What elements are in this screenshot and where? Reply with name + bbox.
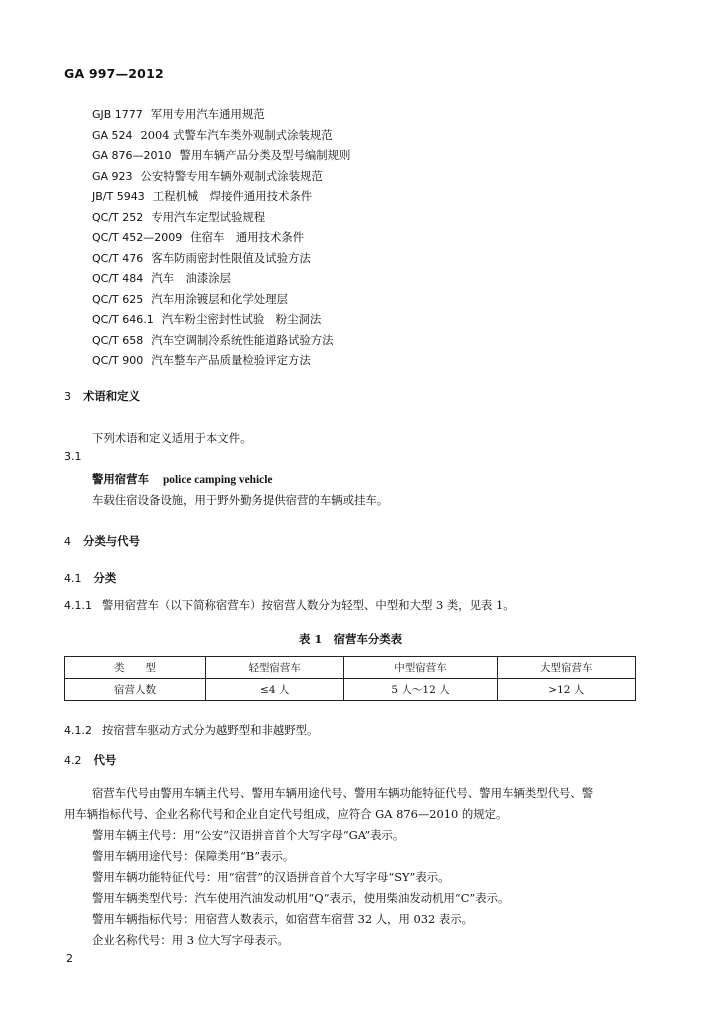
reference-item	[92, 350, 350, 371]
section-title: 代号	[93, 753, 117, 767]
clause-4-1-2	[64, 722, 318, 738]
term-chinese: 警用宿营车	[92, 472, 149, 486]
reference-code: GJB 1777	[92, 108, 143, 121]
section-number: 4.1	[64, 572, 82, 585]
table-cell: 5 人～12 人	[344, 679, 497, 701]
reference-item	[92, 166, 350, 187]
reference-item	[92, 289, 350, 310]
reference-title: 汽车粉尘密封性试验 粉尘洞法	[161, 312, 322, 326]
reference-title: 警用车辆产品分类及型号编制规则	[179, 148, 351, 162]
code-definition: 企业名称代号：用 3 位大写字母表示。	[92, 933, 289, 947]
clause-text: 按宿营车驱动方式分为越野型和非越野型。	[102, 723, 319, 737]
reference-title: 公安特警专用车辆外观制式涂装规范	[140, 168, 323, 183]
section-4-heading	[64, 533, 140, 549]
reference-item	[92, 227, 350, 248]
reference-title: 汽车空调制冷系统性能道路试验方法	[151, 332, 334, 347]
table-cell: ≤4 人	[206, 679, 344, 701]
reference-item	[92, 268, 350, 289]
reference-code: QC/T 484	[92, 272, 144, 285]
reference-item	[92, 309, 350, 330]
reference-code: GA 524	[92, 128, 133, 142]
table-header-cell: 类 型	[65, 657, 206, 679]
code-definition: 警用车辆主代号：用“公安”汉语拼音首个大写字母“GA”表示。	[92, 828, 405, 842]
reference-item	[92, 330, 350, 351]
table-caption: 表 1 宿营车分类表	[298, 632, 403, 646]
section-number: 3	[64, 390, 71, 403]
paragraph-line: 宿营车代号由警用车辆主代号、警用车辆用途代号、警用车辆功能特征代号、警用车辆类型代号、警	[92, 786, 594, 800]
section-4-2-heading	[64, 752, 116, 768]
reference-item	[92, 104, 350, 125]
table-header-cell: 轻型宿营车	[206, 657, 344, 679]
reference-title: 客车防雨密封性限值及试验方法	[151, 250, 311, 265]
section-title: 分类与代号	[83, 534, 140, 548]
table-row	[65, 679, 636, 701]
reference-code: GA 923	[92, 169, 133, 183]
section-title: 术语和定义	[83, 389, 140, 403]
section-title: 分类	[93, 571, 117, 585]
clause-4-1-1	[64, 597, 515, 613]
reference-code: GA 876—2010	[92, 149, 172, 162]
term-definition: 车载住宿设备设施，用于野外勤务提供宿营的车辆或挂车。	[92, 493, 389, 507]
classification-table	[64, 656, 636, 701]
table-header-cell: 中型宿营车	[344, 657, 497, 679]
term-english: police camping vehicle	[162, 474, 273, 486]
reference-item	[92, 207, 350, 228]
code-definition: 警用车辆指标代号：用宿营人数表示，如宿营车宿营 32 人，用 032 表示。	[92, 912, 474, 926]
section-4-1-heading	[64, 570, 116, 586]
table-header-row	[65, 657, 636, 679]
reference-title: 汽车用涂镀层和化学处理层	[151, 291, 288, 306]
clause-text: 警用宿营车（以下简称宿营车）按宿营人数分为轻型、中型和大型 3 类，见表 1。	[102, 598, 515, 612]
table-cell: >12 人	[497, 679, 635, 701]
section-number: 4	[64, 535, 71, 548]
reference-code: QC/T 658	[92, 333, 144, 347]
reference-code: QC/T 252	[92, 210, 144, 224]
reference-title: 住宿车 通用技术条件	[190, 230, 305, 244]
standard-code: GA 997—2012	[64, 66, 164, 81]
reference-item	[92, 145, 350, 166]
reference-title: 专用汽车定型试验规程	[151, 209, 266, 224]
page-number: 2	[66, 952, 73, 965]
reference-code: QC/T 625	[92, 292, 144, 306]
clause-number: 4.1.1	[64, 599, 92, 612]
reference-code: QC/T 646.1	[92, 313, 154, 326]
code-definition: 警用车辆用途代号：保障类用“B”表示。	[92, 849, 295, 863]
reference-code: QC/T 476	[92, 251, 144, 265]
reference-title: 军用专用汽车通用规范	[150, 107, 265, 121]
clause-number: 4.1.2	[64, 724, 92, 737]
reference-item	[92, 186, 350, 207]
reference-item	[92, 125, 350, 146]
reference-code: JB/T 5943	[92, 190, 145, 203]
normative-references-list	[92, 104, 350, 371]
paragraph-line: 用车辆指标代号、企业名称代号和企业自定代号组成，应符合 GA 876—2010 的规定。	[64, 807, 508, 821]
section-3-intro: 下列术语和定义适用于本文件。	[92, 431, 252, 445]
term-number: 3.1	[64, 450, 82, 463]
reference-title: 汽车整车产品质量检验评定方法	[151, 353, 311, 367]
code-definition: 警用车辆功能特征代号：用“宿营”的汉语拼音首个大写字母“SY”表示。	[92, 870, 450, 884]
section-number: 4.2	[64, 754, 82, 767]
table-header-cell: 大型宿营车	[497, 657, 635, 679]
reference-title: 工程机械 焊接件通用技术条件	[152, 189, 313, 203]
reference-code: QC/T 900	[92, 354, 144, 367]
reference-item	[92, 248, 350, 269]
code-definition: 警用车辆类型代号：汽车使用汽油发动机用“Q”表示，使用柴油发动机用“C”表示。	[92, 891, 510, 905]
table-cell: 宿营人数	[65, 679, 206, 701]
section-3-heading	[64, 388, 140, 404]
reference-title: 汽车 油漆涂层	[151, 271, 232, 285]
term-entry	[92, 471, 272, 487]
reference-title: 2004 式警车汽车类外观制式涂装规范	[140, 127, 333, 142]
reference-code: QC/T 452—2009	[92, 231, 183, 244]
